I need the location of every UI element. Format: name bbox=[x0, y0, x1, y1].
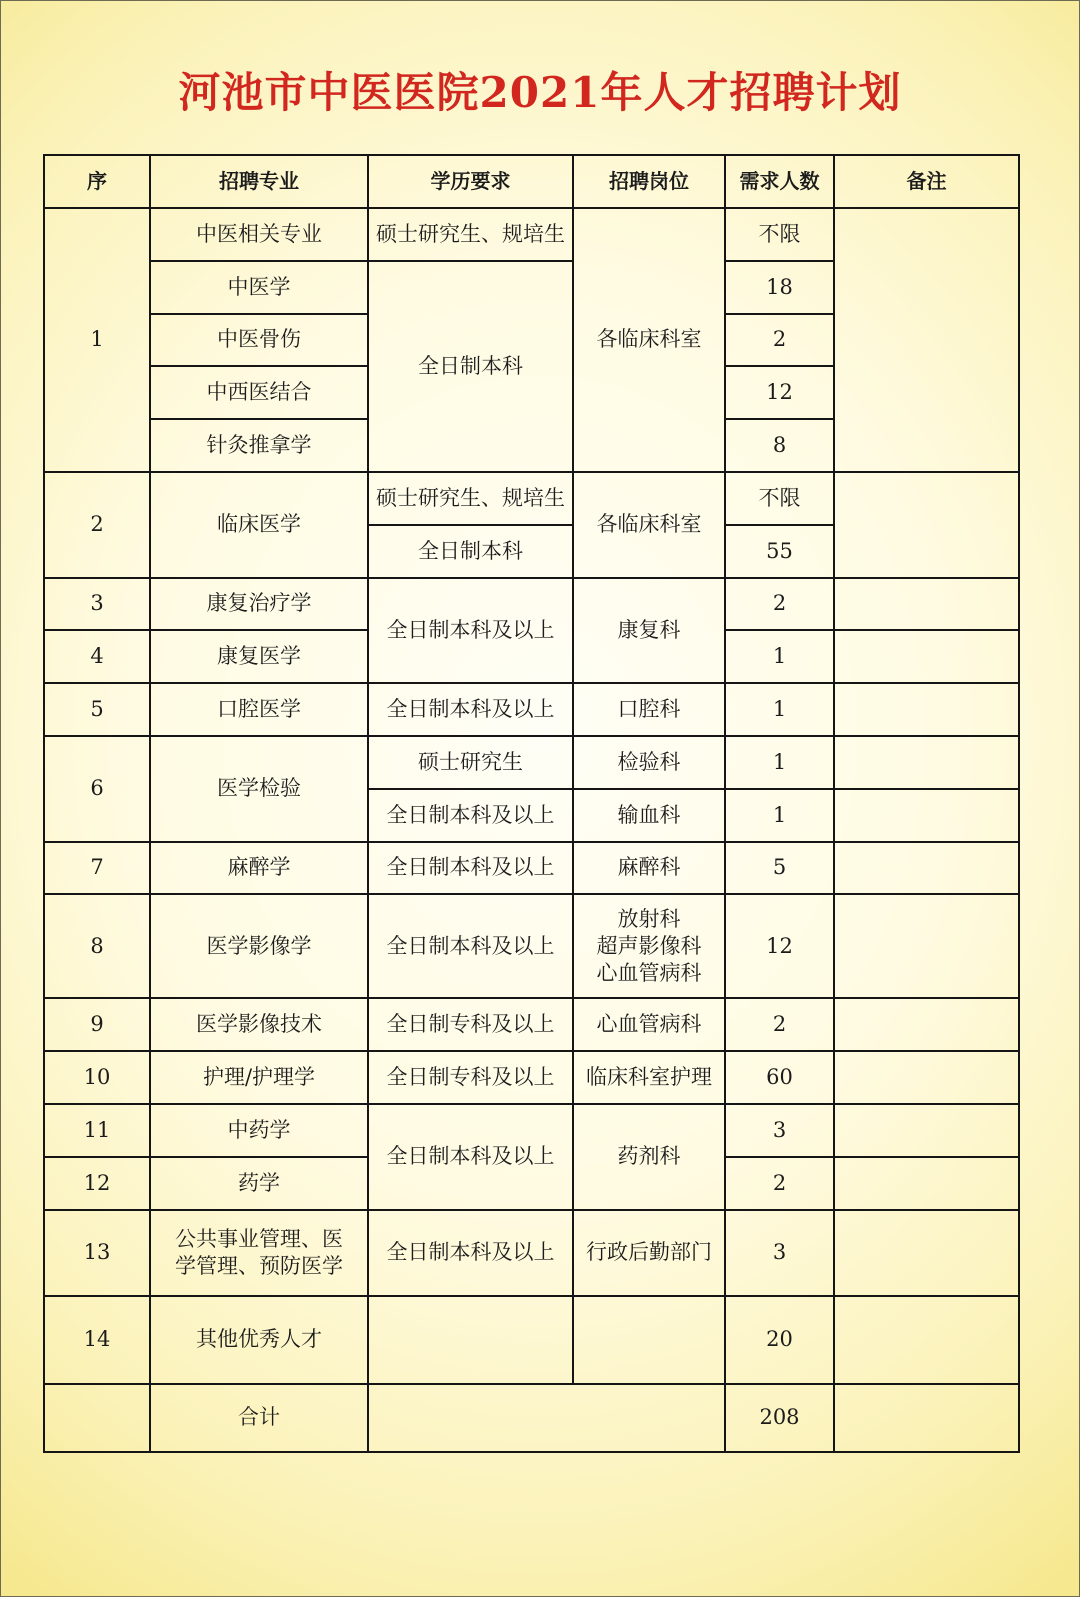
count-cell: 2 bbox=[725, 998, 834, 1051]
table-row bbox=[44, 472, 1019, 525]
header-major: 招聘专业 bbox=[150, 155, 368, 208]
table-row bbox=[44, 1051, 1019, 1104]
position-cell: 临床科室护理 bbox=[573, 1051, 725, 1104]
seq-cell bbox=[44, 1384, 150, 1452]
education-cell: 全日制本科及以上 bbox=[368, 1104, 573, 1210]
count-cell: 2 bbox=[725, 578, 834, 631]
count-cell: 5 bbox=[725, 842, 834, 895]
table-row bbox=[44, 1210, 1019, 1296]
table-row bbox=[44, 842, 1019, 895]
position-cell: 各临床科室 bbox=[573, 472, 725, 578]
recruitment-table bbox=[43, 154, 1020, 1453]
major-cell: 康复医学 bbox=[150, 630, 368, 683]
table-row bbox=[44, 894, 1019, 998]
position-cell: 输血科 bbox=[573, 789, 725, 842]
major-cell: 中药学 bbox=[150, 1104, 368, 1157]
education-cell: 全日制本科及以上 bbox=[368, 842, 573, 895]
seq-cell: 9 bbox=[44, 998, 150, 1051]
major-cell: 护理/护理学 bbox=[150, 1051, 368, 1104]
remark-cell bbox=[834, 1384, 1019, 1452]
seq-cell: 8 bbox=[44, 894, 150, 998]
education-cell: 硕士研究生、规培生 bbox=[368, 472, 573, 525]
education-cell: 全日制本科及以上 bbox=[368, 894, 573, 998]
count-cell: 3 bbox=[725, 1104, 834, 1157]
remark-cell bbox=[834, 894, 1019, 998]
remark-cell bbox=[834, 683, 1019, 736]
remark-cell bbox=[834, 789, 1019, 842]
remark-cell bbox=[834, 630, 1019, 683]
major-cell: 其他优秀人才 bbox=[150, 1296, 368, 1384]
remark-cell bbox=[834, 842, 1019, 895]
table-header-row bbox=[44, 155, 1019, 208]
count-cell: 55 bbox=[725, 525, 834, 578]
count-cell: 12 bbox=[725, 894, 834, 998]
major-cell: 中西医结合 bbox=[150, 366, 368, 419]
education-cell: 全日制本科及以上 bbox=[368, 789, 573, 842]
table-row bbox=[44, 736, 1019, 789]
total-empty-cell bbox=[368, 1384, 725, 1452]
table-row bbox=[44, 1104, 1019, 1157]
remark-cell bbox=[834, 472, 1019, 578]
table-row bbox=[44, 578, 1019, 631]
remark-cell bbox=[834, 578, 1019, 631]
major-cell: 麻醉学 bbox=[150, 842, 368, 895]
education-cell: 硕士研究生 bbox=[368, 736, 573, 789]
count-cell: 1 bbox=[725, 789, 834, 842]
count-cell: 18 bbox=[725, 261, 834, 314]
major-line: 公共事业管理、医 bbox=[175, 1226, 343, 1251]
count-cell: 12 bbox=[725, 366, 834, 419]
major-cell: 医学检验 bbox=[150, 736, 368, 842]
position-cell: 行政后勤部门 bbox=[573, 1210, 725, 1296]
major-line: 学管理、预防医学 bbox=[175, 1253, 343, 1278]
count-cell: 不限 bbox=[725, 208, 834, 261]
major-cell: 中医学 bbox=[150, 261, 368, 314]
count-cell: 60 bbox=[725, 1051, 834, 1104]
remark-cell bbox=[834, 998, 1019, 1051]
education-cell bbox=[368, 1296, 573, 1384]
education-cell: 全日制本科及以上 bbox=[368, 683, 573, 736]
seq-cell: 7 bbox=[44, 842, 150, 895]
count-cell: 1 bbox=[725, 736, 834, 789]
header-remark: 备注 bbox=[834, 155, 1019, 208]
major-cell: 医学影像技术 bbox=[150, 998, 368, 1051]
position-cell bbox=[573, 894, 725, 998]
total-label: 合计 bbox=[150, 1384, 368, 1452]
count-cell: 8 bbox=[725, 419, 834, 472]
count-cell: 1 bbox=[725, 683, 834, 736]
education-cell: 全日制本科及以上 bbox=[368, 578, 573, 684]
education-cell: 全日制专科及以上 bbox=[368, 998, 573, 1051]
count-cell: 20 bbox=[725, 1296, 834, 1384]
major-cell: 中医骨伤 bbox=[150, 314, 368, 367]
page-title: 河池市中医医院2021年人才招聘计划 bbox=[178, 68, 902, 117]
header-count: 需求人数 bbox=[725, 155, 834, 208]
position-cell: 各临床科室 bbox=[573, 208, 725, 472]
seq-cell: 2 bbox=[44, 472, 150, 578]
seq-cell: 3 bbox=[44, 578, 150, 631]
seq-cell: 13 bbox=[44, 1210, 150, 1296]
header-seq: 序 bbox=[44, 155, 150, 208]
seq-cell: 14 bbox=[44, 1296, 150, 1384]
position-line: 超声影像科 bbox=[596, 933, 702, 958]
position-cell: 康复科 bbox=[573, 578, 725, 684]
total-row bbox=[44, 1384, 1019, 1452]
education-cell: 全日制专科及以上 bbox=[368, 1051, 573, 1104]
seq-cell: 11 bbox=[44, 1104, 150, 1157]
major-cell: 中医相关专业 bbox=[150, 208, 368, 261]
remark-cell bbox=[834, 736, 1019, 789]
position-cell bbox=[573, 1296, 725, 1384]
seq-cell: 5 bbox=[44, 683, 150, 736]
position-cell: 口腔科 bbox=[573, 683, 725, 736]
major-cell: 口腔医学 bbox=[150, 683, 368, 736]
count-cell: 不限 bbox=[725, 472, 834, 525]
major-cell: 临床医学 bbox=[150, 472, 368, 578]
remark-cell bbox=[834, 1051, 1019, 1104]
total-count: 208 bbox=[725, 1384, 834, 1452]
major-cell: 康复治疗学 bbox=[150, 578, 368, 631]
education-cell: 全日制本科 bbox=[368, 525, 573, 578]
count-cell: 1 bbox=[725, 630, 834, 683]
header-position: 招聘岗位 bbox=[573, 155, 725, 208]
position-cell: 检验科 bbox=[573, 736, 725, 789]
major-cell: 医学影像学 bbox=[150, 894, 368, 998]
position-line: 放射科 bbox=[617, 906, 681, 931]
count-cell: 2 bbox=[725, 1157, 834, 1210]
remark-cell bbox=[834, 208, 1019, 472]
position-cell: 麻醉科 bbox=[573, 842, 725, 895]
seq-cell: 4 bbox=[44, 630, 150, 683]
count-cell: 2 bbox=[725, 314, 834, 367]
seq-cell: 12 bbox=[44, 1157, 150, 1210]
remark-cell bbox=[834, 1157, 1019, 1210]
education-cell: 硕士研究生、规培生 bbox=[368, 208, 573, 261]
seq-cell: 1 bbox=[44, 208, 150, 472]
seq-cell: 10 bbox=[44, 1051, 150, 1104]
remark-cell bbox=[834, 1210, 1019, 1296]
table-row bbox=[44, 683, 1019, 736]
education-cell: 全日制本科及以上 bbox=[368, 1210, 573, 1296]
remark-cell bbox=[834, 1296, 1019, 1384]
major-cell bbox=[150, 1210, 368, 1296]
position-cell: 药剂科 bbox=[573, 1104, 725, 1210]
position-cell: 心血管病科 bbox=[573, 998, 725, 1051]
table-row bbox=[44, 998, 1019, 1051]
remark-cell bbox=[834, 1104, 1019, 1157]
major-cell: 药学 bbox=[150, 1157, 368, 1210]
table-row bbox=[44, 1296, 1019, 1384]
position-line: 心血管病科 bbox=[596, 960, 702, 985]
header-education: 学历要求 bbox=[368, 155, 573, 208]
count-cell: 3 bbox=[725, 1210, 834, 1296]
table-row bbox=[44, 208, 1019, 261]
major-cell: 针灸推拿学 bbox=[150, 419, 368, 472]
seq-cell: 6 bbox=[44, 736, 150, 842]
education-cell: 全日制本科 bbox=[368, 261, 573, 472]
